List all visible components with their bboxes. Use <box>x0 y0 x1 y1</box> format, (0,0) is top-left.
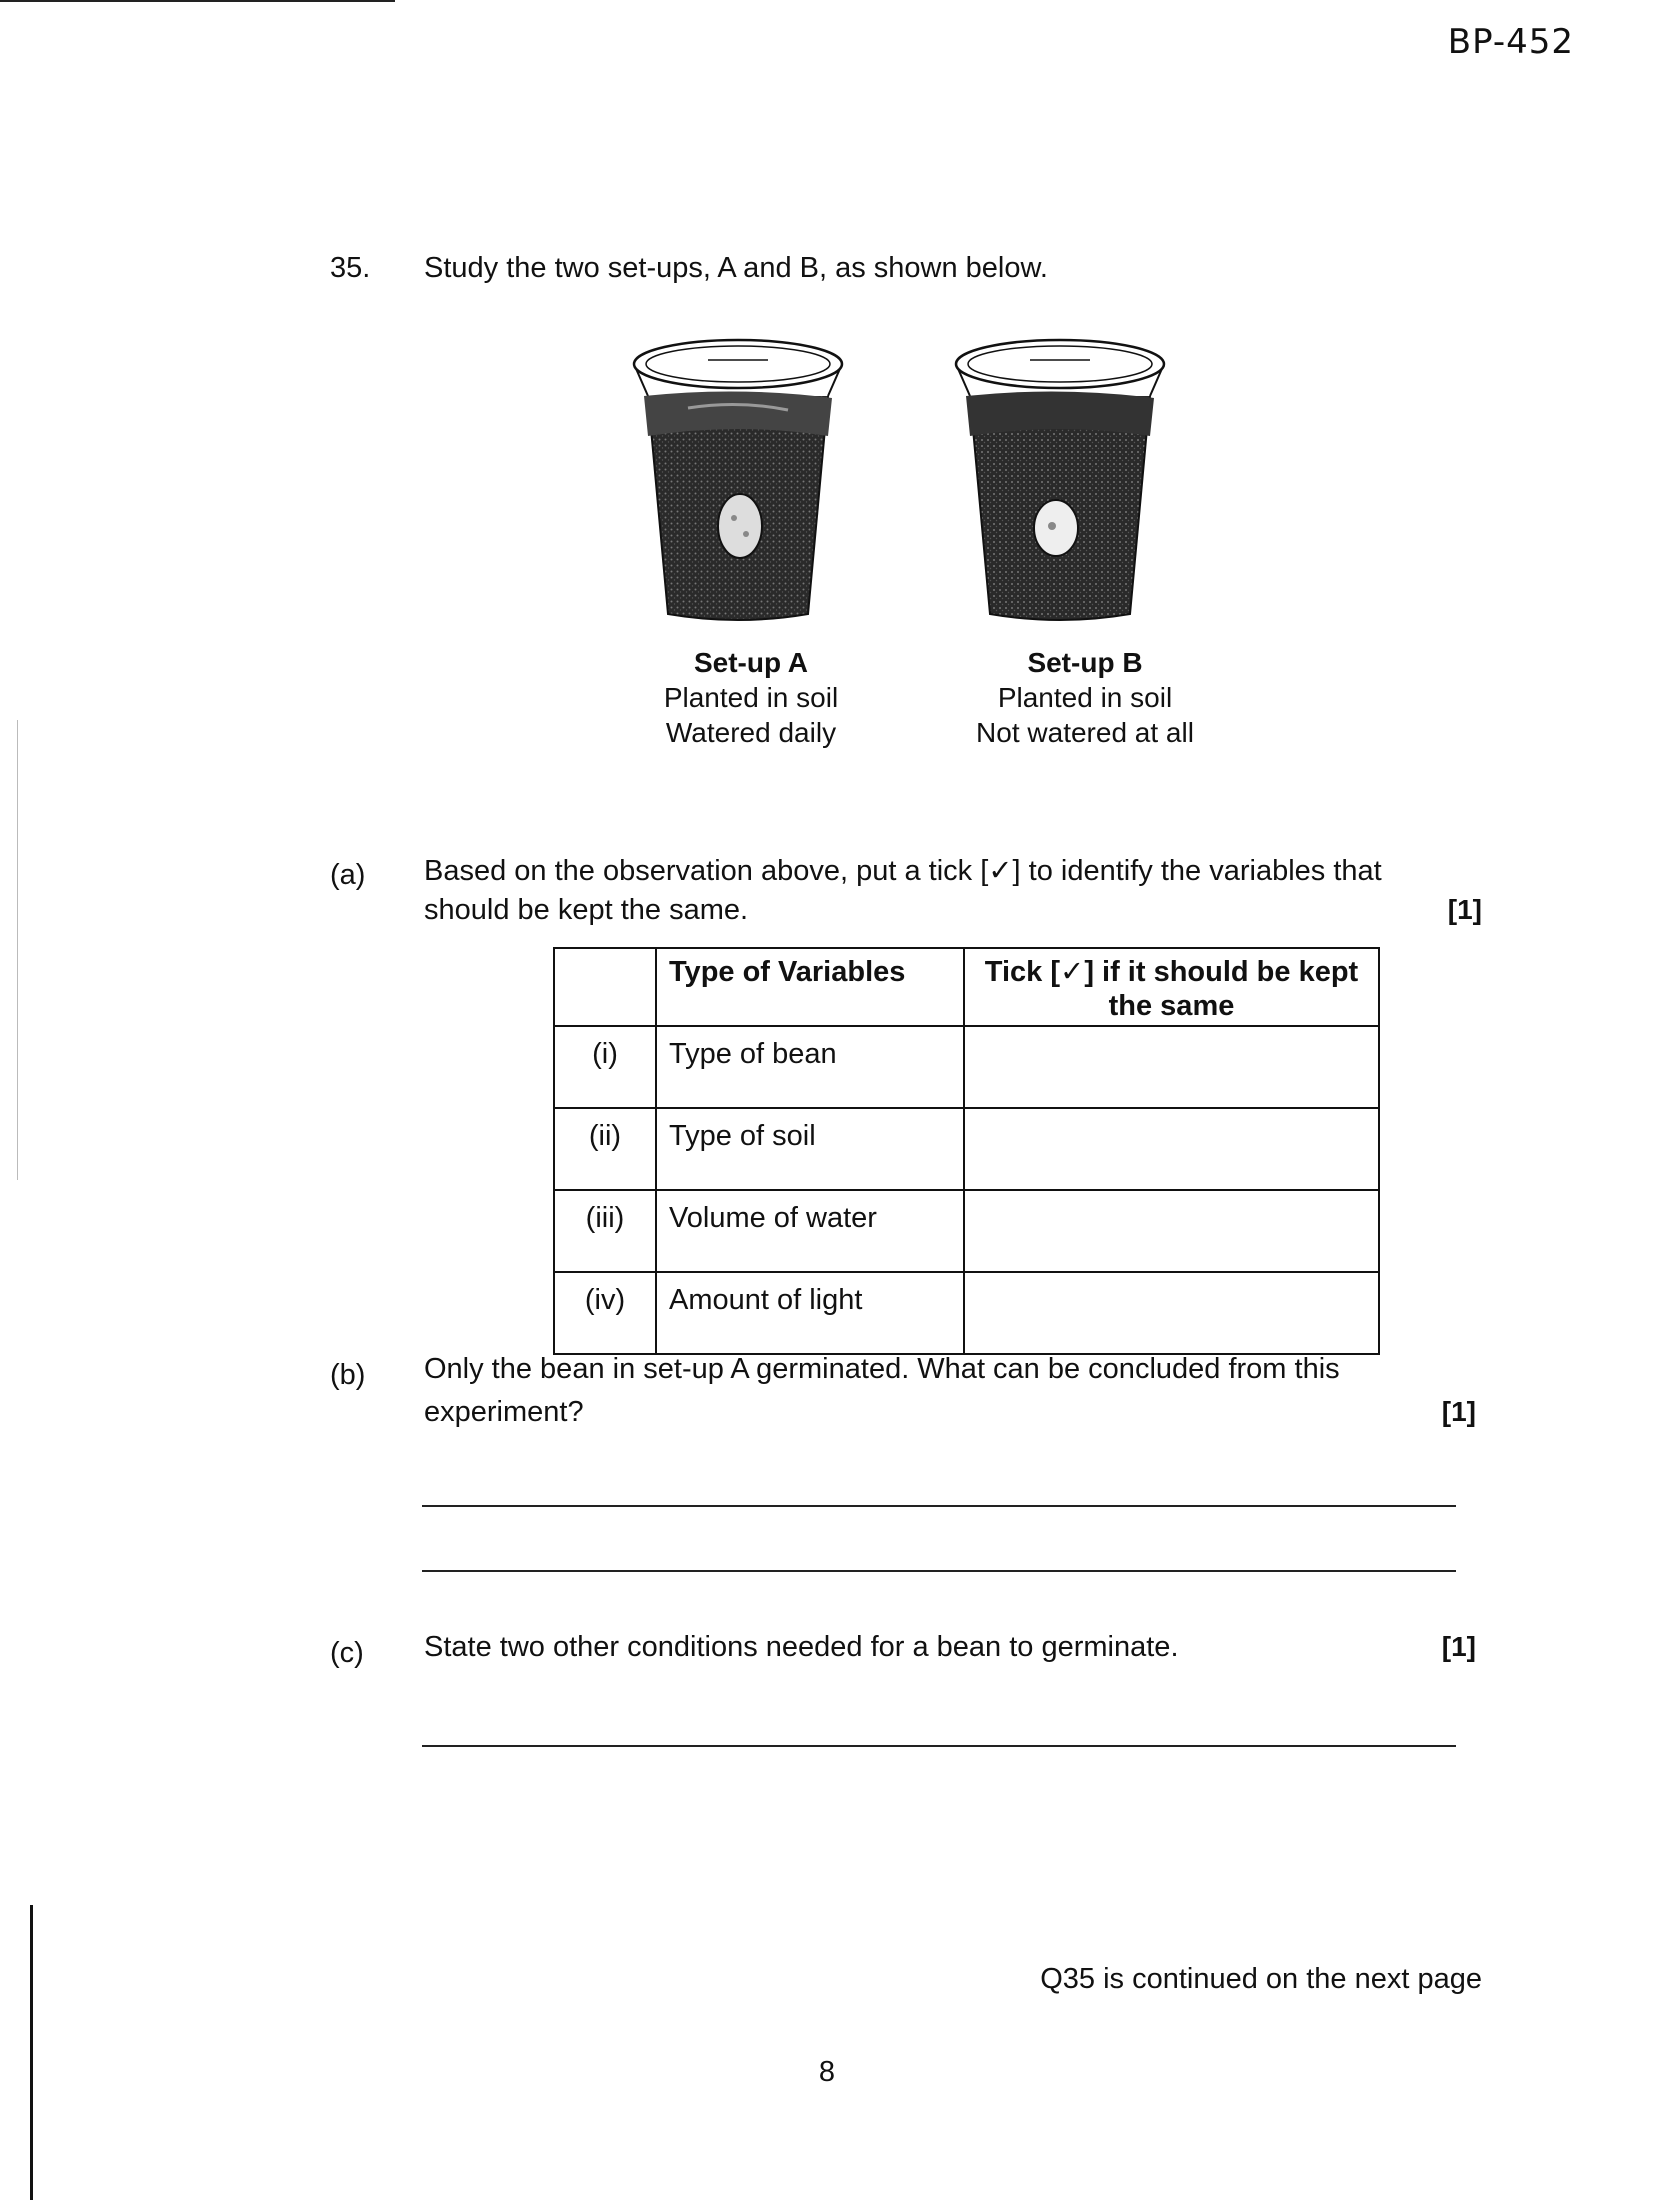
continued-note: Q35 is continued on the next page <box>1040 1963 1482 1995</box>
bean-b-icon <box>1034 500 1078 556</box>
part-c-label: (c) <box>330 1637 364 1669</box>
bean-a-icon <box>718 494 762 558</box>
paper-code: BP-452 <box>1447 22 1574 62</box>
part-b-label: (b) <box>330 1359 366 1391</box>
row-roman: (iv) <box>554 1272 656 1354</box>
part-c-marks: [1] <box>1441 1631 1476 1662</box>
part-a-marks: [1] <box>1447 894 1482 925</box>
part-c-text: State two other conditions needed for a bean to germinate. <box>424 1631 1179 1663</box>
variables-table <box>553 947 1380 1355</box>
setup-a-title: Set-up A <box>693 647 809 678</box>
row-variable: Amount of light <box>656 1272 964 1354</box>
question-intro: Study the two set-ups, A and B, as shown below. <box>424 252 1048 284</box>
tick-cell-amount-of-light[interactable] <box>964 1272 1379 1354</box>
part-a-text-line1: Based on the observation above, put a tick [✓] to identify the variables that <box>424 855 1382 887</box>
setup-a-caption <box>601 645 901 750</box>
part-b-text-line2: experiment? <box>424 1396 584 1428</box>
tick-cell-type-of-bean[interactable] <box>964 1026 1379 1108</box>
table-row <box>554 1272 1379 1354</box>
setup-a-beaker-illustration <box>628 336 848 626</box>
scan-edge-faint <box>17 720 18 1180</box>
row-variable: Volume of water <box>656 1190 964 1272</box>
page-number: 8 <box>818 2056 836 2088</box>
row-variable: Type of bean <box>656 1026 964 1108</box>
part-b-marks: [1] <box>1441 1396 1476 1427</box>
setup-b-caption <box>935 645 1235 750</box>
table-row <box>554 1108 1379 1190</box>
top-rule <box>0 0 395 2</box>
part-a-text-line2: should be kept the same. <box>424 894 749 926</box>
row-roman: (iii) <box>554 1190 656 1272</box>
part-b-text-line1: Only the bean in set-up A germinated. What can be concluded from this <box>424 1353 1340 1385</box>
row-variable: Type of soil <box>656 1108 964 1190</box>
setup-a-line1: Planted in soil <box>663 682 839 713</box>
question-number: 35. <box>330 252 371 284</box>
answer-line-b2[interactable] <box>422 1570 1456 1572</box>
setup-b-line2: Not watered at all <box>976 717 1194 748</box>
table-row <box>554 1190 1379 1272</box>
answer-line-c1[interactable] <box>422 1745 1456 1747</box>
setup-a-line2: Watered daily <box>665 717 837 748</box>
table-row <box>554 1026 1379 1108</box>
setup-b-line1: Planted in soil <box>997 682 1173 713</box>
tick-cell-type-of-soil[interactable] <box>964 1108 1379 1190</box>
table-header-row <box>554 948 1379 1026</box>
header-type-of-variables: Type of Variables <box>656 948 964 1026</box>
row-roman: (i) <box>554 1026 656 1108</box>
header-tick: Tick [✓] if it should be kept the same <box>964 948 1379 1026</box>
tick-cell-volume-of-water[interactable] <box>964 1190 1379 1272</box>
answer-line-b1[interactable] <box>422 1505 1456 1507</box>
setup-b-beaker-illustration <box>950 336 1170 626</box>
part-a-label: (a) <box>330 859 366 891</box>
setup-b-title: Set-up B <box>1027 647 1143 678</box>
header-blank-cell <box>554 948 656 1026</box>
row-roman: (ii) <box>554 1108 656 1190</box>
